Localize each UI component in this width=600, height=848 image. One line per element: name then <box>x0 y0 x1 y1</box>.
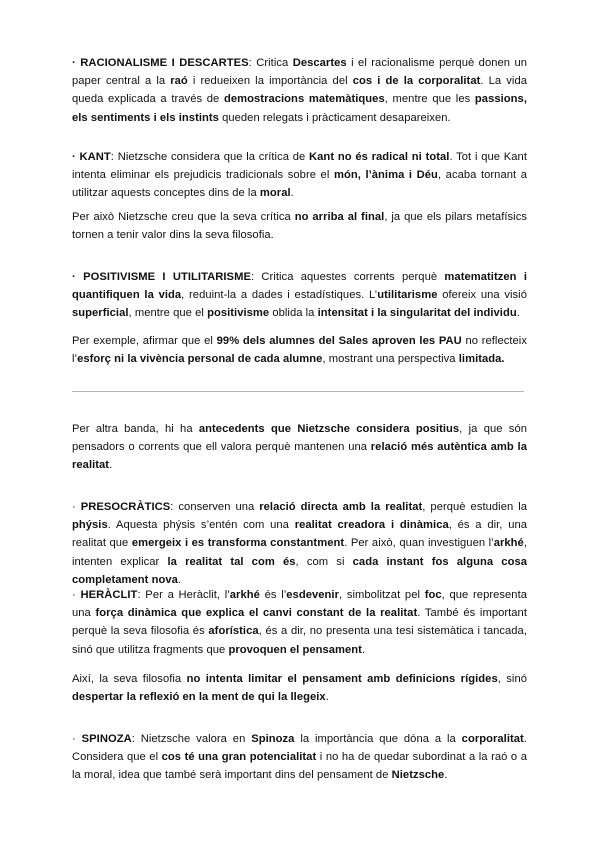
paragraph-antecedents-intro <box>72 420 527 475</box>
text-run: , intenten explicar <box>72 537 527 568</box>
text-run: . <box>325 691 329 704</box>
bold-run: utilitarisme <box>377 289 438 302</box>
bold-run: no arriba al final <box>294 211 385 223</box>
text-run: , mostrant una perspectiva <box>322 353 459 366</box>
text-run: i redueixen la importància del <box>187 75 353 88</box>
text-run: . <box>516 307 520 320</box>
bold-run: Kant no és radical ni total <box>309 151 450 163</box>
bold-run: phýsis <box>72 519 108 532</box>
text-run: la importància que dóna a la <box>294 733 462 745</box>
text-run: i no ha de quedar subordinat a la raó o a la moral, idea que també serà important dins del pensament de <box>72 751 527 782</box>
bold-run: realitat creadora i dinàmica <box>294 519 449 532</box>
bold-run: Nietzsche <box>391 769 445 782</box>
text-run: Així, la seva filosofia <box>72 673 187 685</box>
text-run: , sinó <box>497 673 527 685</box>
text-run: ofereix una visió <box>437 289 527 302</box>
text-run: , que representa una <box>72 589 528 620</box>
text-run: · <box>72 589 81 601</box>
bold-run: superficial <box>72 307 129 320</box>
bold-run: Descartes <box>292 57 347 69</box>
bold-run: esforç ni la vivència personal de cada alumne <box>77 353 323 366</box>
text-run: , ja que són pensadors o corrents que ell valora perquè mantenen una <box>72 423 527 454</box>
bold-run: emergeix i es transforma constantment <box>131 537 345 550</box>
bold-run: no intenta limitar el pensament amb definicions rígides <box>186 673 498 685</box>
text-run: : Critica aquestes corrents perquè <box>250 271 445 283</box>
text-run: , perquè estudien la <box>422 501 528 513</box>
text-run: · <box>72 733 82 745</box>
text-run: . <box>290 187 294 200</box>
text-run: : Per a Heràclit, l’ <box>137 589 230 601</box>
bold-run: positivisme <box>207 307 270 320</box>
text-run: : Nietzsche considera que la crítica de <box>110 151 310 163</box>
text-run: , simbolitzat pel <box>338 589 425 601</box>
text-run: . La vida queda explicada a través de <box>72 75 527 106</box>
bold-run: arkhé <box>493 537 524 550</box>
bold-run: cada instant fos alguna cosa completament nova <box>72 555 527 586</box>
bold-run: foc <box>424 589 442 601</box>
text-run: : conserven una <box>170 501 260 513</box>
text-run: és l’ <box>259 589 287 601</box>
bold-run: · KANT <box>72 151 111 163</box>
text-run: . També és important perquè la seva filosofia és <box>72 607 527 638</box>
text-run: , reduint-la a dades i estadístiques. L’ <box>181 289 378 302</box>
bold-run: Spinoza <box>251 733 295 745</box>
text-run: oblida la <box>269 307 318 320</box>
bold-run: relació directa amb la realitat <box>259 501 423 513</box>
paragraph-heraclit-conclusion <box>72 670 527 706</box>
paragraph-presocratics <box>72 498 527 589</box>
text-run: . Aquesta phýsis s’entén com una <box>107 519 295 532</box>
paragraph-kant <box>72 148 527 203</box>
bold-run: cos i de la corporalitat <box>352 75 481 88</box>
bold-run: corporalitat <box>461 733 524 745</box>
text-run: , com si <box>295 555 353 568</box>
paragraph-racionalisme-descartes <box>72 54 527 127</box>
bold-run: · POSITIVISME I UTILITARISME <box>72 271 251 283</box>
text-run: · <box>72 501 81 513</box>
bold-run: la realitat tal com és <box>167 555 296 568</box>
text-run: , és a dir, una realitat que <box>72 519 528 550</box>
text-run: i el racionalisme perquè donen un paper central a la <box>72 57 527 88</box>
bold-run: antecedents que Nietzsche considera positius <box>198 423 460 435</box>
text-run: no reflecteix l’ <box>72 335 527 366</box>
bold-run: esdevenir <box>286 589 339 601</box>
text-run: , és a dir, no presenta una tesi sistemàtica i tancada, sinó que utilitza fragments que <box>72 625 527 656</box>
bold-run: despertar la reflexió en la ment de qui la llegeix <box>72 691 326 704</box>
paragraph-positivisme-utilitarisme <box>72 268 527 323</box>
bold-run: moral <box>259 187 291 200</box>
bold-run: HERÀCLIT <box>80 589 138 601</box>
bold-run: provoquen el pensament <box>228 643 362 656</box>
bold-run: intensitat i la singularitat del individu <box>317 307 517 320</box>
text-run: , acaba tornant a utilitzar aquests conceptes dins de la <box>72 169 527 200</box>
bold-run: demostracions matemàtiques <box>223 93 385 106</box>
bold-run: 99% dels alumnes del Sales aproven les PAU <box>216 335 462 347</box>
text-run: Per exemple, afirmar que el <box>72 335 217 347</box>
bold-run: arkhé <box>229 589 260 601</box>
text-run: . <box>109 459 113 472</box>
paragraph-positivisme-example <box>72 332 527 368</box>
bold-run: limitada. <box>458 353 505 366</box>
text-run: : Critica <box>248 57 293 69</box>
text-run: , mentre que el <box>128 307 208 320</box>
paragraph-heraclit <box>72 586 527 659</box>
text-run: : Nietzsche valora en <box>131 733 252 745</box>
text-run: . <box>361 643 366 656</box>
text-run: . Per això, quan investiguen l’ <box>344 537 494 550</box>
bold-run: raó <box>170 75 188 88</box>
bold-run: relació més autèntica amb la realitat <box>72 441 527 472</box>
text-run: . <box>177 573 182 586</box>
text-run: Per això Nietzsche creu que la seva crítica <box>72 211 295 223</box>
text-run: queden relegats i pràcticament desapareixen. <box>218 111 451 124</box>
bold-run: matematitzen i quantifiquen la vida <box>72 271 527 302</box>
text-run: , ja que els pilars metafísics tornen a tenir valor dins la seva filosofia. <box>72 211 527 242</box>
text-run: , mentre que les <box>384 93 475 106</box>
bold-run: PRESOCRÀTICS <box>80 501 171 513</box>
paragraph-kant-conclusion <box>72 208 527 244</box>
bold-run: aforística <box>208 625 259 638</box>
bold-run: passions, els sentiments i els instints <box>72 93 527 124</box>
bold-run: món, l’ànima i Déu <box>333 169 438 182</box>
paragraph-spinoza <box>72 730 527 785</box>
text-run: . <box>444 769 448 782</box>
bold-run: cos té una gran potencialitat <box>161 751 317 764</box>
bold-run: · RACIONALISME I DESCARTES <box>72 57 249 69</box>
text-run: . Tot i que Kant intenta eliminar els prejudicis tradicionals sobre el <box>72 151 527 182</box>
horizontal-divider <box>72 391 524 392</box>
bold-run: força dinàmica que explica el canvi constant de la realitat <box>95 607 418 620</box>
text-run: . Considera que el <box>72 733 527 764</box>
bold-run: SPINOZA <box>81 733 132 745</box>
text-run: Per altra banda, hi ha <box>72 423 199 435</box>
